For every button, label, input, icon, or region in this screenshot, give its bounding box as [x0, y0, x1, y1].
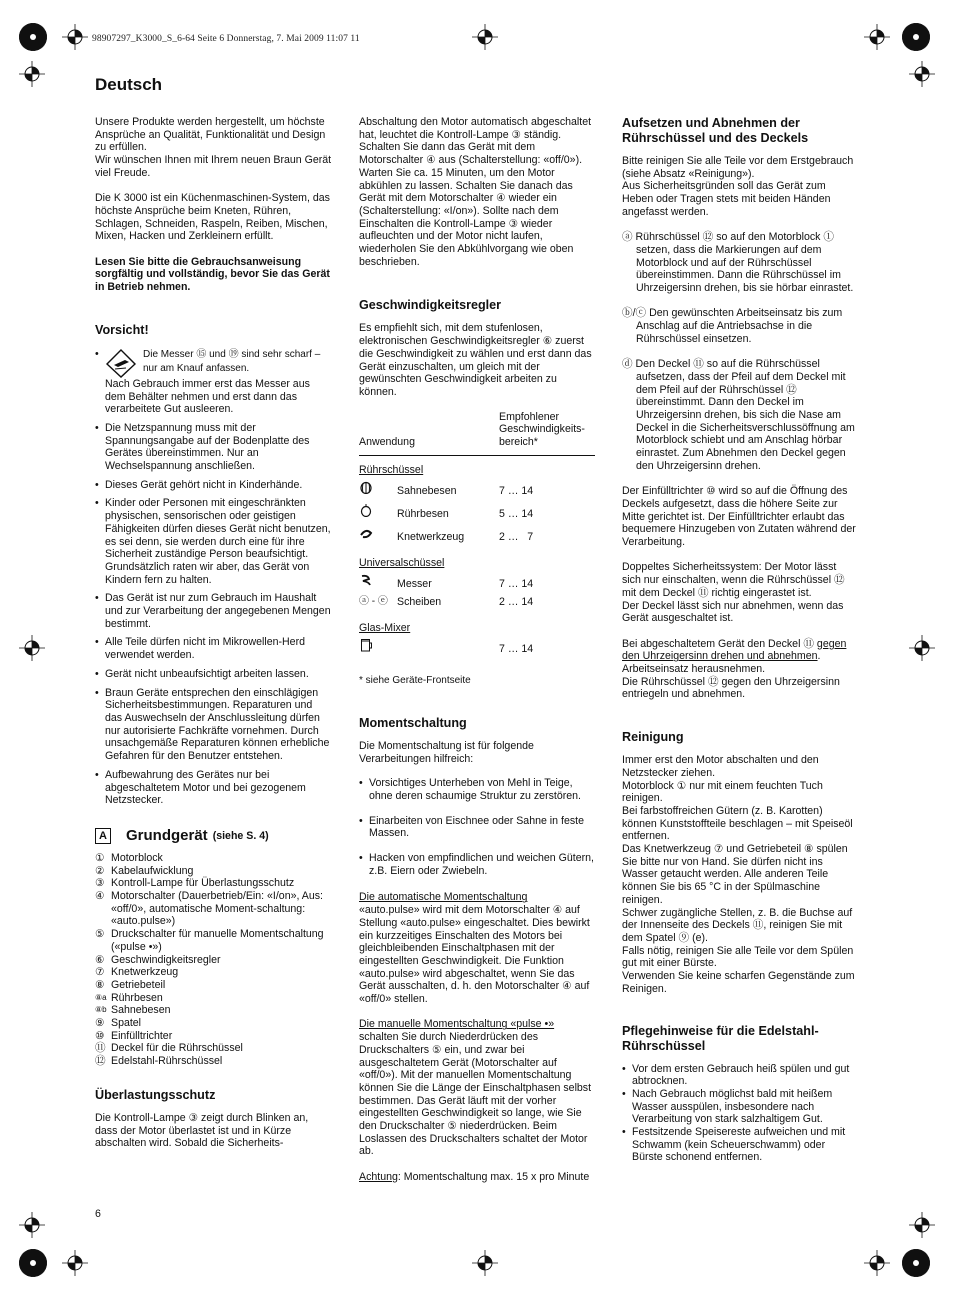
intro-paragraph: Wir wünschen Ihnen mit Ihrem neuen Braun Gerät viel Freude.	[95, 154, 332, 179]
list-item: • Das Gerät ist nur zum Gebrauch im Haushalt und zur Verarbeitung der angegebenen Mengen bestimmt.	[95, 592, 332, 630]
registration-crosshair	[19, 61, 45, 87]
section-title-aufsetzen: Aufsetzen und Abnehmen der Rührschüssel und des Deckels	[622, 116, 809, 145]
grundgeraet-heading	[95, 828, 332, 844]
paragraph: Die Momentschaltung ist für folgende Verarbeitungen hilfreich:	[359, 739, 534, 765]
registration-crosshair	[472, 1250, 498, 1276]
paragraph: Der Deckel lässt sich nur abnehmen, wenn das Gerät ausgeschaltet ist.	[622, 599, 844, 625]
list-item: • Vorsichtiges Unterheben von Mehl in Teige, ohne deren schaumige Struktur zu zerstören.	[359, 777, 596, 802]
column-3	[622, 116, 858, 1164]
paragraph: Immer erst den Motor abschalten und den Netzstecker ziehen.	[622, 754, 819, 779]
paragraph: Falls nötig, reinigen Sie alle Teile vor dem Spülen gut mit einer Bürste.	[622, 944, 854, 970]
part-name: Kabelaufwicklung	[111, 864, 194, 877]
speed-range: 5 … 14	[499, 508, 534, 521]
paragraph: schalten Sie durch Niederdrücken des Druckschalters ⑤ ein, und zwar bei ausgeschaltetem Gerät (Motorschalter auf «off/0»). Mit der manuellen Momentschaltung können Sie die Länge der Einschaltphasen selbst bestimmen. Das Gerät läuft mit der vorher eingestellten Geschwindigkeit so lange, wie Sie den Druckschalter ⑤ niederdrücken. Beim Loslassen des Druckschalters schaltet der Motor ab.	[359, 1031, 592, 1158]
blender-icon	[359, 638, 397, 661]
part-number: ④	[95, 890, 105, 903]
step-item: ⓐ Rührschüssel ⑫ so auf den Motorblock ① setzen, dass die Markierungen auf dem Motorblock und auf der Rührschüssel übereinstimmen. Dann die Rührschüssel im Uhrzeigersinn drehen, bis sie hörbar einrastet.	[622, 231, 854, 295]
part-name: Motorblock	[111, 851, 163, 864]
parts-list	[95, 852, 332, 1068]
part-item	[95, 890, 332, 928]
registration-crosshair	[62, 24, 88, 50]
part-item	[95, 1055, 332, 1068]
paragraph: Motorblock ① nur mit einem feuchten Tuch reinigen.	[622, 779, 823, 805]
paragraph: Verwenden Sie keine scharfen Gegenstände zum Reinigen.	[622, 970, 855, 995]
paragraph: Der Einfülltrichter ⑩ wird so auf die Öffnung des Deckels aufgesetzt, dass die höhere Seite zur Mitte gerichtet ist. Der Einfülltrichter erlaubt das bequemere Hinzugeben von Zutaten während der Verarbeitung.	[622, 485, 856, 549]
speed-range: 7 … 14	[499, 485, 534, 498]
step-item: ⓑ/ⓒ Den gewünschten Arbeitseinsatz bis zum Anschlag auf die Antriebsachse in die Rührschüssel einsetzen.	[622, 307, 843, 345]
table-header-anwendung: Anwendung	[359, 436, 415, 449]
dough-hook-icon	[359, 526, 397, 549]
print-header: 98907297_K3000_S_6-64 Seite 6 Donnerstag, 7. Mai 2009 11:07 11	[92, 34, 360, 44]
sharp-blade-warning-icon	[105, 348, 137, 378]
table-row	[359, 573, 595, 596]
text-run-underlined: gegen den Uhrzeigersinn drehen und abnehmen	[622, 637, 847, 663]
part-number: ⑪	[95, 1042, 106, 1055]
steps-list	[622, 219, 858, 473]
list-item: • Dieses Gerät gehört nicht in Kinderhände.	[95, 479, 332, 492]
registration-crosshair	[864, 24, 890, 50]
part-number: ⑧a	[95, 992, 107, 1002]
paragraph: Schwer zugängliche Stellen, z. B. die Buchse auf der Innenseite des Deckels ⑪, reinigen Sie mit dem Spatel ⑨ (e).	[622, 906, 853, 944]
part-item	[95, 865, 332, 878]
application-name: Rührbesen	[397, 508, 449, 521]
part-number: ⑦	[95, 966, 105, 979]
paragraph: Die Rührschüssel ⑫ gegen den Uhrzeigersinn entriegeln und abnehmen.	[622, 675, 840, 701]
table-group-label: Glas-Mixer	[359, 621, 411, 634]
part-item	[95, 992, 332, 1005]
subheading-auto: Die automatische Momentschaltung	[359, 891, 528, 904]
part-number: ⑧	[95, 978, 105, 991]
achtung-note	[359, 1171, 596, 1184]
section-title-moment: Momentschaltung	[359, 715, 467, 730]
registration-crosshair	[909, 61, 935, 87]
part-name: Druckschalter für manuelle Momentschaltung («pulse •»)	[111, 928, 324, 953]
part-name: Rührbesen	[111, 991, 163, 1004]
part-name: Spatel	[111, 1017, 142, 1030]
section-title-grundgeraet: Grundgerät	[126, 826, 208, 844]
part-number: ⑧b	[95, 1005, 107, 1015]
part-item	[95, 979, 332, 992]
footnote: * siehe Geräte-Frontseite	[359, 675, 471, 687]
table-row	[359, 638, 595, 661]
part-item	[95, 954, 332, 967]
registration-crosshair	[909, 1212, 935, 1238]
list-item: • Hacken von empfindlichen und weichen Gütern, z.B. Eiern oder Zwiebeln.	[359, 852, 596, 877]
part-item	[95, 877, 332, 890]
part-name: Deckel für die Rührschüssel	[111, 1042, 243, 1055]
speed-range: 7 … 14	[499, 578, 534, 591]
registration-crosshair	[19, 1212, 45, 1238]
part-item	[95, 852, 332, 865]
list-item: • Aufbewahrung des Gerätes nur bei abgeschaltetem Motor und bei gezogenem Netzstecker.	[95, 769, 332, 807]
table-row	[359, 596, 595, 614]
part-name: Knetwerkzeug	[111, 966, 179, 979]
part-item	[95, 1042, 332, 1055]
part-number: ⑥	[95, 953, 105, 966]
part-name: Geschwindigkeitsregler	[111, 953, 221, 966]
part-number: ⑤	[95, 928, 105, 941]
part-name: Getriebeteil	[111, 978, 166, 991]
list-item: • Braun Geräte entsprechen den einschlägigen Sicherheitsbestimmungen. Reparaturen und das Auswechseln der Anschlussleitung dürfen nur autorisierte Fachkräfte vornehmen. Durch unsachgemäße Reparaturen können erhebliche Gefahren für den Benutzer entstehen.	[95, 687, 332, 763]
column-2	[359, 116, 596, 1184]
table-group-row	[359, 549, 595, 574]
disc-icon: ⓐ - ⓔ	[359, 595, 388, 607]
text-run: Bei abgeschaltetem Gerät den Deckel ⑪	[622, 637, 814, 650]
section-subtitle: (siehe S. 4)	[212, 829, 269, 842]
list-item: • Vor dem ersten Gebrauch heiß spülen und gut abtrocknen.	[622, 1063, 858, 1088]
part-name: Motorschalter (Dauerbetrieb/Ein: «I/on», Aus: «off/0», automatische Moment-schaltung: «auto.pulse»)	[111, 890, 323, 928]
part-number: ①	[95, 851, 105, 864]
part-item	[95, 1030, 332, 1043]
step-item: ⓓ Den Deckel ⑪ so auf die Rührschüssel aufsetzen, dass der Pfeil auf dem Deckel mit dem Pfeil auf der Rührschüssel ⑫ übereinstimmt. Dann den Deckel im Uhrzeigersinn drehen, bis sich die Nase am Deckel in die Sicherheitsverschlussöffnung am Motorblock schiebt und am Anschlag hörbar einrastet. Zum Abnehmen den Deckel gegen den Uhrzeigersinn drehen.	[622, 358, 855, 472]
list-item: • Kinder oder Personen mit eingeschränkten physischen, sensorischen oder geistigen Fähigkeiten dürfen dieses Gerät nicht benutzen, es sei denn, sie werden durch eine für ihre Sicherheit zuständige Person beaufsichtigt. Grundsätzlich raten wir aber, das Gerät von Kindern fern zu halten.	[95, 497, 332, 586]
speed-table	[359, 411, 595, 661]
intro-paragraph: Die K 3000 ist ein Küchenmaschinen-System, das höchste Ansprüche beim Kneten, Rühren, Schlagen, Schneiden, Raspeln, Reiben, Mischen, Mixen, Hacken und Zerkleinern erfüllt.	[95, 192, 330, 243]
reinigung-text	[622, 754, 858, 995]
registration-crosshair	[909, 635, 935, 661]
list-item: • Nach Gebrauch möglichst bald mit heißem Wasser ausspülen, insbesondere nach Verarbeitung von stark salzhaltigem Gut.	[622, 1088, 858, 1126]
warning-text: Die Messer ⑮ und ⑲ sind sehr scharf – nur am Knauf anfassen.	[143, 348, 321, 374]
pflege-list	[622, 1063, 858, 1165]
part-number: ⑨	[95, 1017, 105, 1030]
paragraph: Abschaltung den Motor automatisch abgeschaltet hat, leuchtet die Kontroll-Lampe ③ ständig. Schalten Sie dann das Gerät mit dem Motorschalter ④ aus (Schalterstellung: «off/0»). Warten Sie ca. 15 Minuten, um den Motor abkühlen zu lassen. Schalten Sie danach das Gerät mit dem Motorschalter ④ wieder ein (Schalterstellung: «I/on»). Sollte nach dem Einschalten die Kontroll-Lampe ③ wieder aufleuchten und der Motor nicht laufen, wiederholen Sie den Abkühlvorgang wie oben beschrieben.	[359, 116, 592, 268]
part-name: Kontroll-Lampe für Überlastungsschutz	[111, 877, 295, 890]
column-1	[95, 116, 332, 1150]
application-name: Sahnebesen	[397, 485, 457, 498]
blade-icon	[359, 573, 397, 596]
intro-paragraph: Unsere Produkte werden hergestellt, um höchste Ansprüche an Qualität, Funktionalität und Design zu erfüllen.	[95, 116, 326, 154]
list-item: • Alle Teile dürfen nicht im Mikrowellen-Herd verwendet werden.	[95, 636, 332, 661]
part-item	[95, 1017, 332, 1030]
table-group-label: Universalschüssel	[359, 556, 445, 569]
registration-crosshair	[472, 24, 498, 50]
registration-starburst	[901, 1248, 931, 1278]
page-title: Deutsch	[95, 75, 163, 94]
table-group-row	[359, 614, 595, 639]
paragraph: Das Knetwerkzeug ⑦ und Getriebeteil ⑧ spülen Sie bitte nur von Hand. Sie dürfen nicht ins Wasser getaucht werden. Alle anderen Teile können Sie bis 65 °C in der Spülmaschine reinigen.	[622, 843, 848, 906]
part-item	[95, 928, 332, 953]
paragraph: «auto.pulse» wird mit dem Motorschalter ④ auf Stellung «auto.pulse» eingeschaltet. Dies bewirkt ein kurzzeitiges Einschalten des Motors bei gleichbleibenden Einschaltphasen mit der eingestellten Geschwindigkeit. Die Funktion «auto.pulse» wird abgeschaltet, wenn Sie das Gerät ausschalten, d. h. den Motorschalter ④ auf «off/0» stellen.	[359, 904, 590, 1006]
part-name: Einfülltrichter	[111, 1029, 173, 1042]
registration-crosshair	[62, 1250, 88, 1276]
achtung-text: : Momentschaltung max. 15 x pro Minute	[397, 1170, 590, 1183]
page-number: 6	[95, 1208, 101, 1220]
section-title-vorsicht: Vorsicht!	[95, 322, 149, 337]
part-number: ⑩	[95, 1029, 105, 1042]
speed-range: 2 … 14	[499, 595, 534, 608]
moment-list	[359, 765, 596, 877]
application-name	[397, 638, 499, 661]
paragraph: Die Kontroll-Lampe ③ zeigt durch Blinken an, dass der Motor überlastet ist und in Kürze abschalten wird. Sobald die Sicherheits-	[95, 1111, 309, 1150]
table-row	[359, 480, 595, 503]
intro-bold-note: Lesen Sie bitte die Gebrauchsanweisung sorgfältig und vollständig, bevor Sie das Gerät in Betrieb nehmen.	[95, 255, 330, 294]
warning-text: Nach Gebrauch immer erst das Messer aus dem Behälter nehmen und erst dann das verarbeitete Gut ausleeren.	[105, 377, 310, 416]
list-item: • Festsitzende Speisereste aufweichen und mit Schwamm (kein Scheuerschwamm) oder Bürste schonend entfernen.	[622, 1126, 858, 1164]
registration-crosshair	[864, 1250, 890, 1276]
registration-starburst	[18, 22, 48, 52]
list-item: • Gerät nicht unbeaufsichtigt arbeiten lassen.	[95, 668, 332, 681]
section-title-pflege: Pflegehinweise für die Edelstahl-Rührschüssel	[622, 1023, 819, 1053]
section-title-ueberlastung: Überlastungsschutz	[95, 1087, 216, 1102]
paragraph: Bitte reinigen Sie alle Teile vor dem Erstgebrauch (siehe Absatz «Reinigung»).	[622, 155, 854, 180]
paragraph: Aus Sicherheitsgründen soll das Gerät zum Heben oder Tragen stets mit beiden Händen angefasst werden.	[622, 180, 831, 218]
registration-crosshair	[19, 635, 45, 661]
speed-range: 7 … 14	[499, 643, 534, 656]
list-item	[95, 348, 332, 416]
part-item	[95, 1004, 332, 1017]
paragraph: Es empfiehlt sich, mit dem stufenlosen, elektronischen Geschwindigkeitsregler ⑥ zuerst die Geschwindigkeit zu wählen und erst dann das Gerät einzuschalten, um gleich mit der gewünschten Geschwindigkeit arbeiten zu können.	[359, 322, 592, 398]
table-row	[359, 503, 595, 526]
part-item	[95, 966, 332, 979]
speed-range: 2 … 7	[499, 530, 534, 543]
text-run: . Arbeitseinsatz herausnehmen.	[622, 650, 821, 676]
list-item: • Einarbeiten von Eischnee oder Sahne in feste Massen.	[359, 815, 596, 840]
paragraph	[622, 638, 858, 676]
part-name: Edelstahl-Rührschüssel	[111, 1055, 223, 1068]
beater-icon	[359, 503, 397, 526]
registration-starburst	[901, 22, 931, 52]
table-group-row	[359, 455, 595, 480]
part-number: ⑫	[95, 1055, 106, 1068]
achtung-label: Achtung	[359, 1170, 398, 1183]
table-header-range: Empfohlener Geschwindigkeits-bereich*	[499, 410, 585, 449]
part-number: ②	[95, 864, 105, 877]
whisk-icon	[359, 480, 397, 503]
application-name: Messer	[397, 578, 432, 591]
section-title-geschwindigkeit: Geschwindigkeitsregler	[359, 298, 502, 313]
registration-starburst	[18, 1248, 48, 1278]
section-letter-box: A	[95, 828, 111, 844]
vorsicht-list	[95, 422, 332, 807]
part-name: Sahnebesen	[111, 1004, 171, 1017]
paragraph: Bei farbstoffreichen Gütern (z. B. Karotten) können Kunststoffteile beschlagen – mit Speiseöl entfernen.	[622, 804, 853, 843]
subheading-manual: Die manuelle Momentschaltung «pulse •»	[359, 1018, 555, 1031]
section-title-reinigung: Reinigung	[622, 730, 684, 745]
paragraph: Doppeltes Sicherheitssystem: Der Motor lässt sich nur einschalten, wenn die Rührschüssel ⑫ mit dem Deckel ⑪ richtig eingerastet ist.	[622, 561, 845, 599]
application-name: Scheiben	[397, 595, 442, 608]
part-number: ③	[95, 877, 105, 890]
table-row	[359, 526, 595, 549]
application-name: Knetwerkzeug	[397, 530, 465, 543]
table-group-label: Rührschüssel	[359, 463, 424, 476]
list-item: • Die Netzspannung muss mit der Spannungsangabe auf der Bodenplatte des Gerätes übereinstimmen. Nur an Wechselspannung anschließen.	[95, 422, 332, 473]
